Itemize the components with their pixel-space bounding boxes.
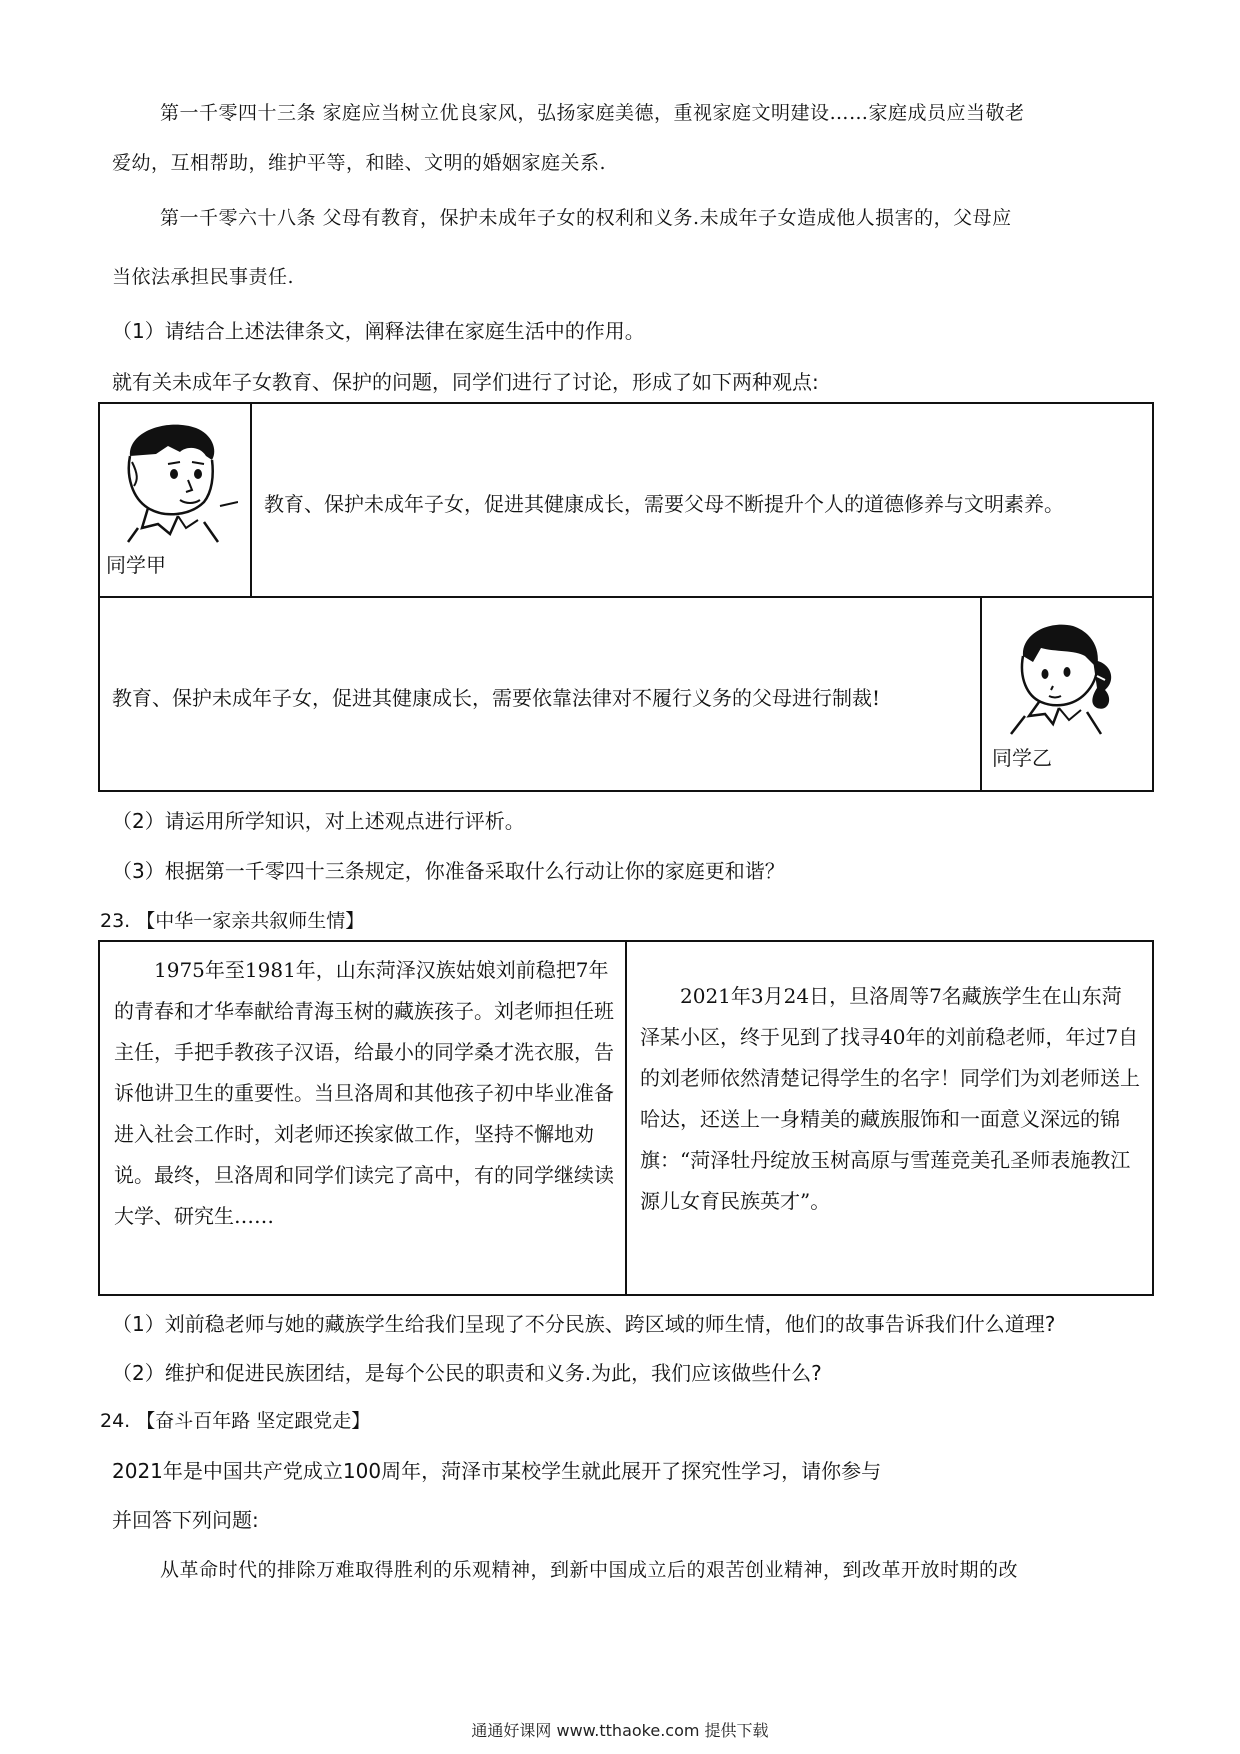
student-b-label: 同学乙: [992, 746, 1052, 770]
girl-student-icon: [993, 616, 1133, 736]
q23-number: 23.: [100, 910, 131, 932]
q24-number: 24.: [100, 1410, 131, 1432]
q23-sub1: （1）刘前稳老师与她的藏族学生给我们呈现了不分民族、跨区域的师生情，他们的故事告诉我们什么道理?: [112, 1312, 1056, 1336]
q23-sub2: （2）维护和促进民族团结，是每个公民的职责和义务.为此，我们应该做些什么?: [112, 1361, 822, 1385]
q23-col-divider: [625, 942, 627, 1294]
q22-sub1: （1）请结合上述法律条文，阐释法律在家庭生活中的作用。: [112, 319, 645, 343]
q24-title: 【奋斗百年路 坚定跟党走】: [136, 1410, 371, 1432]
q23-title: 【中华一家亲共叙师生情】: [136, 910, 365, 932]
q24-intro2: 并回答下列问题:: [112, 1508, 259, 1532]
views-table: [98, 402, 1154, 792]
col-divider-b: [980, 596, 982, 790]
q22-sub2: （2）请运用所学知识，对上述观点进行评析。: [112, 809, 525, 833]
student-b-view: 教育、保护未成年子女，促进其健康成长，需要依靠法律对不履行义务的父母进行制裁!: [112, 686, 881, 710]
boy-student-icon: [108, 416, 238, 544]
q24-material: 从革命时代的排除万难取得胜利的乐观精神，到新中国成立后的艰苦创业精神，到改革开放时期的改: [160, 1559, 1019, 1581]
student-a-label: 同学甲: [106, 553, 166, 577]
law-1043-line2: 爱幼，互相帮助，维护平等，和睦、文明的婚姻家庭关系.: [112, 152, 607, 174]
student-a-view: 教育、保护未成年子女，促进其健康成长，需要父母不断提升个人的道德修养与文明素养。: [264, 492, 1064, 516]
law-1068-line1: 第一千零六十八条 父母有教育，保护未成年子女的权利和义务.未成年子女造成他人损害的，父母应: [160, 207, 1012, 229]
q23-heading: [100, 906, 364, 933]
q22-sub3: （3）根据第一千零四十三条规定，你准备采取什么行动让你的家庭更和谐？: [112, 859, 785, 883]
q23-story-table: [98, 940, 1154, 1296]
q22-intro: 就有关未成年子女教育、保护的问题，同学们进行了讨论，形成了如下两种观点:: [112, 370, 819, 394]
q23-left-story: 1975年至1981年，山东菏泽汉族姑娘刘前稳把7年的青春和才华奉献给青海玉树的藏族孩子。刘老师担任班主任，手把手教孩子汉语，给最小的同学桑才洗衣服，告诉他讲卫生的重要性。当旦洛周和其他孩子初中毕业准备进入社会工作时，刘老师还挨家做工作，坚持不懈地劝说。最终，旦洛周和同学们读完了高中，有的同学继续读大学、研究生……: [114, 958, 614, 1228]
q24-intro1: 2021年是中国共产党成立100周年，菏泽市某校学生就此展开了探究性学习，请你参与: [112, 1459, 882, 1483]
row-divider: [100, 596, 1152, 598]
q24-heading: [100, 1406, 370, 1433]
q23-right-story: 2021年3月24日，旦洛周等7名藏族学生在山东菏泽某小区，终于见到了找寻40年的刘前稳老师，年过7自的刘老师依然清楚记得学生的名字！同学们为刘老师送上哈达，还送上一身精美的藏族服饰和一面意义深远的锦旗：“菏泽牡丹绽放玉树高原与雪莲竞美孔圣师表施教江源儿女育民族英才”。: [640, 984, 1140, 1213]
law-1068-line2: 当依法承担民事责任.: [112, 266, 295, 288]
footer-watermark: 通通好课网 www.tthaoke.com 提供下载: [471, 1721, 769, 1740]
law-1043-line1: 第一千零四十三条 家庭应当树立优良家风，弘扬家庭美德，重视家庭文明建设……家庭成员应当敬老: [160, 102, 1025, 124]
col-divider-a: [250, 404, 252, 596]
